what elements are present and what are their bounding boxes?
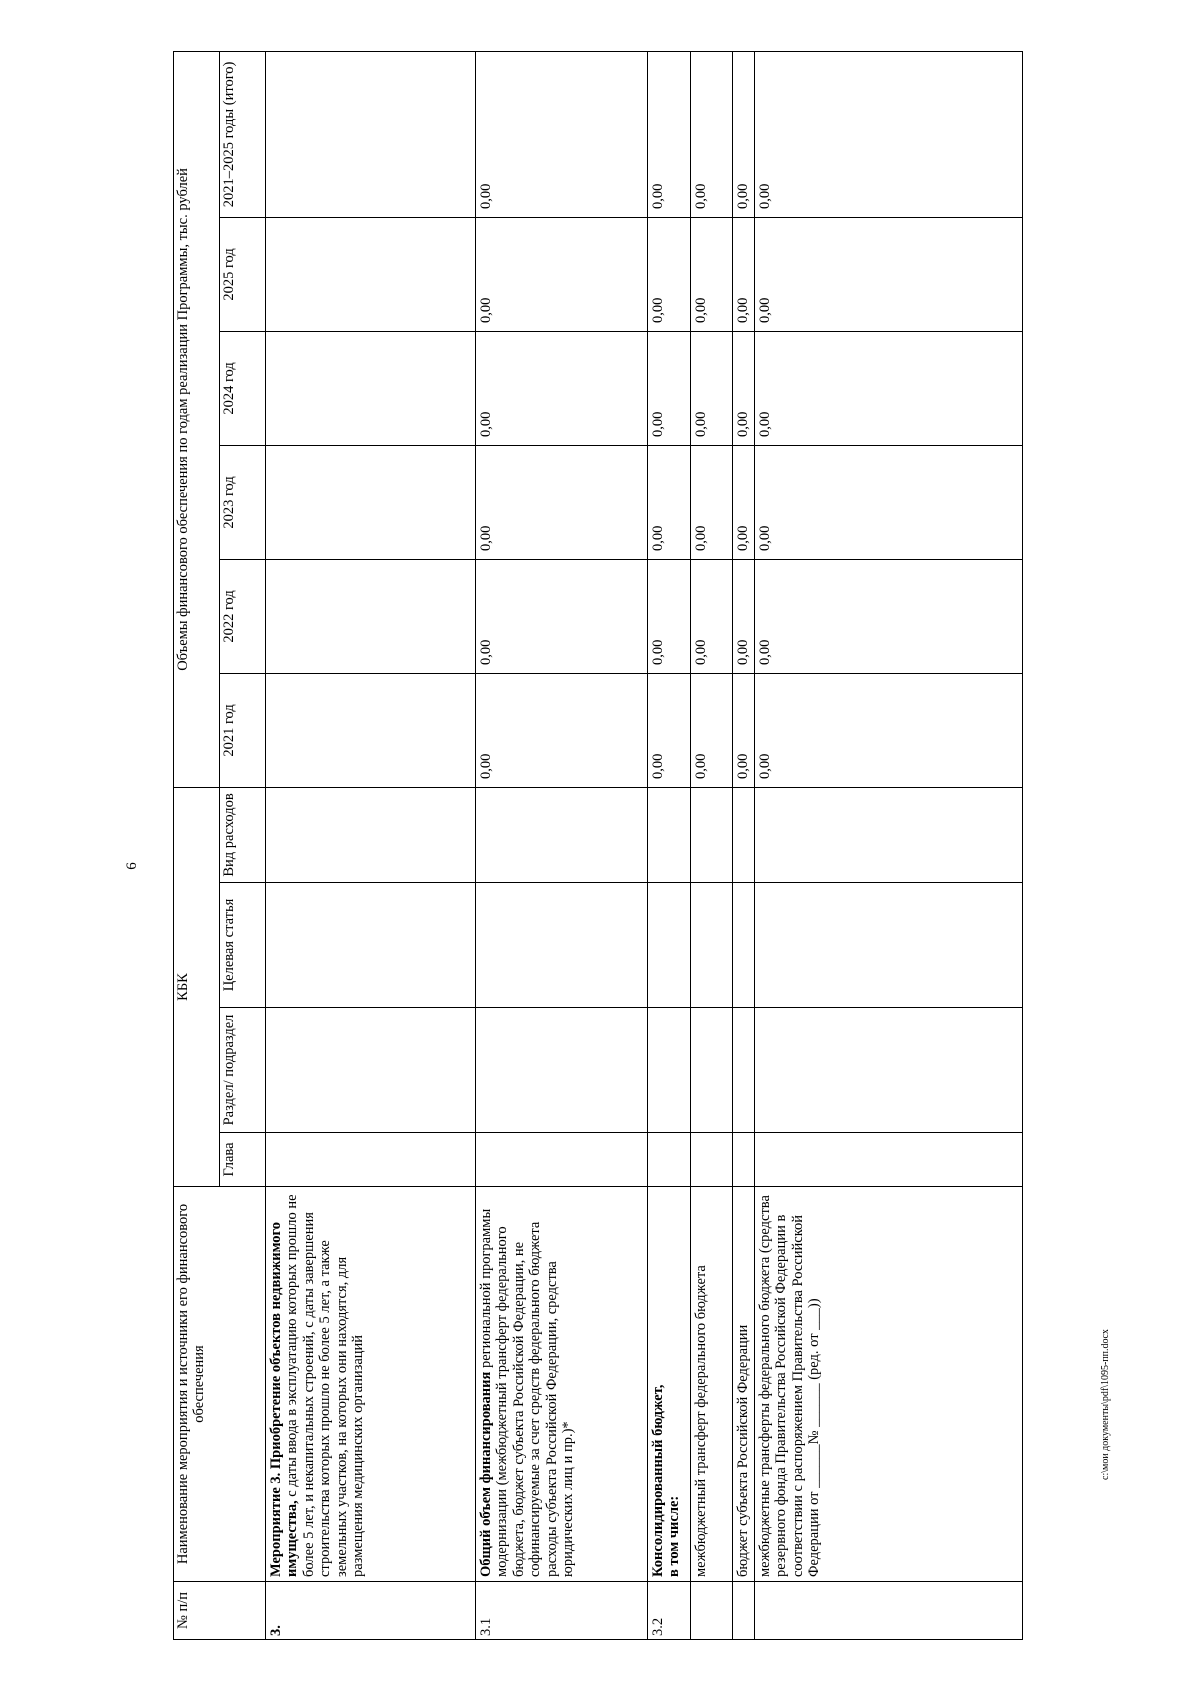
row-value: 0,00: [755, 217, 1023, 331]
row-value: 0,00: [648, 51, 691, 217]
row-value: 0,00: [733, 673, 755, 787]
row-value: 0,00: [733, 331, 755, 445]
table-row: [266, 51, 476, 1639]
row-title: Общий объем финансирования: [478, 1371, 494, 1577]
row-value: 0,00: [648, 331, 691, 445]
financing-table: [173, 51, 1023, 1640]
row-value: 0,00: [733, 559, 755, 673]
row-value: 0,00: [755, 673, 1023, 787]
header-year-2024: 2024 год: [220, 331, 266, 445]
row-value: 0,00: [755, 51, 1023, 217]
table-row: [733, 51, 755, 1639]
row-value: 0,00: [648, 445, 691, 559]
footer-file-path: c:\мои документы\pdf\1095-пп.docx: [1100, 1329, 1111, 1480]
row-value: 0,00: [648, 217, 691, 331]
header-volumes: Объемы финансового обеспечения по годам реализации Программы, тыс. рублей: [174, 51, 220, 787]
row-name: бюджет субъекта Российской Федерации: [733, 1187, 755, 1582]
row-name: [476, 1187, 648, 1582]
row-value: 0,00: [691, 559, 733, 673]
row-value: 0,00: [648, 559, 691, 673]
row-value: 0,00: [691, 673, 733, 787]
row-name: межбюджетные трансферты федерального бюджета (средства резервного фонда Правительства Российской Федерации в соответствии с распоряжением Правительства Российской Федерации от ______№ ______ (ред. от ___)): [755, 1187, 1023, 1582]
financing-table-wrapper: [173, 52, 1023, 1640]
header-year-2022: 2022 год: [220, 559, 266, 673]
row-value: [266, 559, 476, 673]
row-value: 0,00: [691, 51, 733, 217]
header-kbk-glava: Глава: [220, 1133, 266, 1187]
row-value: 0,00: [476, 331, 648, 445]
row-value: 0,00: [476, 445, 648, 559]
row-value: 0,00: [733, 445, 755, 559]
row-value: 0,00: [691, 445, 733, 559]
row-value: [266, 331, 476, 445]
row-value: 0,00: [476, 51, 648, 217]
row-value: [266, 445, 476, 559]
header-kbk: КБК: [174, 787, 220, 1186]
row-value: [266, 673, 476, 787]
header-kbk-razdel: Раздел/ подраздел: [220, 1008, 266, 1133]
table-row: [476, 51, 648, 1639]
row-value: 0,00: [755, 331, 1023, 445]
row-num: 3.2: [648, 1582, 691, 1640]
row-name: межбюджетный трансферт федерального бюджета: [691, 1187, 733, 1582]
table-row: [691, 51, 733, 1639]
row-text: региональной программы модернизации (межбюджетный трансферт федерального бюджета, бюджет субъекта Российской Федерации, не софинансируемые за счет средств федерального бюджета расходы субъекта Российской Федерации, средства юридических лиц и пр.)*: [478, 1208, 576, 1577]
header-year-2021: 2021 год: [220, 673, 266, 787]
row-value: [266, 217, 476, 331]
row-title: Консолидированный бюджет,: [650, 1384, 666, 1577]
header-name: Наименование мероприятия и источники его финансового обеспечения: [174, 1187, 266, 1582]
row-value: 0,00: [733, 51, 755, 217]
row-value: 0,00: [476, 559, 648, 673]
row-text: с даты ввода в эксплуатацию которых прошло не более 5 лет, и некапитальных строений, с даты завершения строительства которых прошло не более 5 лет, а также земельных участков, на которых они находятся, для размещения медицинских организаций: [284, 1194, 366, 1577]
row-value: 0,00: [476, 673, 648, 787]
header-num: № п/п: [174, 1582, 266, 1640]
table-row: [755, 51, 1023, 1639]
row-value: 0,00: [691, 331, 733, 445]
row-num: 3.1: [476, 1582, 648, 1640]
header-year-2025: 2025 год: [220, 217, 266, 331]
row-value: 0,00: [755, 445, 1023, 559]
row-value: 0,00: [476, 217, 648, 331]
row-title: Мероприятие 3. Приобретение объектов недвижимого имущества,: [268, 1222, 301, 1577]
header-kbk-statya: Целевая статья: [220, 883, 266, 1008]
header-year-2023: 2023 год: [220, 445, 266, 559]
header-kbk-vid: Вид расходов: [220, 787, 266, 882]
row-title-2: в том числе:: [666, 1495, 683, 1577]
row-value: 0,00: [733, 217, 755, 331]
row-name: [648, 1187, 691, 1582]
row-num: 3.: [268, 1625, 284, 1636]
row-value: 0,00: [648, 673, 691, 787]
row-value: 0,00: [755, 559, 1023, 673]
table-row: [648, 51, 691, 1639]
row-value: [266, 51, 476, 217]
page-number: 6: [124, 862, 140, 870]
row-name: [266, 1187, 476, 1582]
header-year-total: 2021–2025 годы (итого): [220, 51, 266, 217]
row-value: 0,00: [691, 217, 733, 331]
